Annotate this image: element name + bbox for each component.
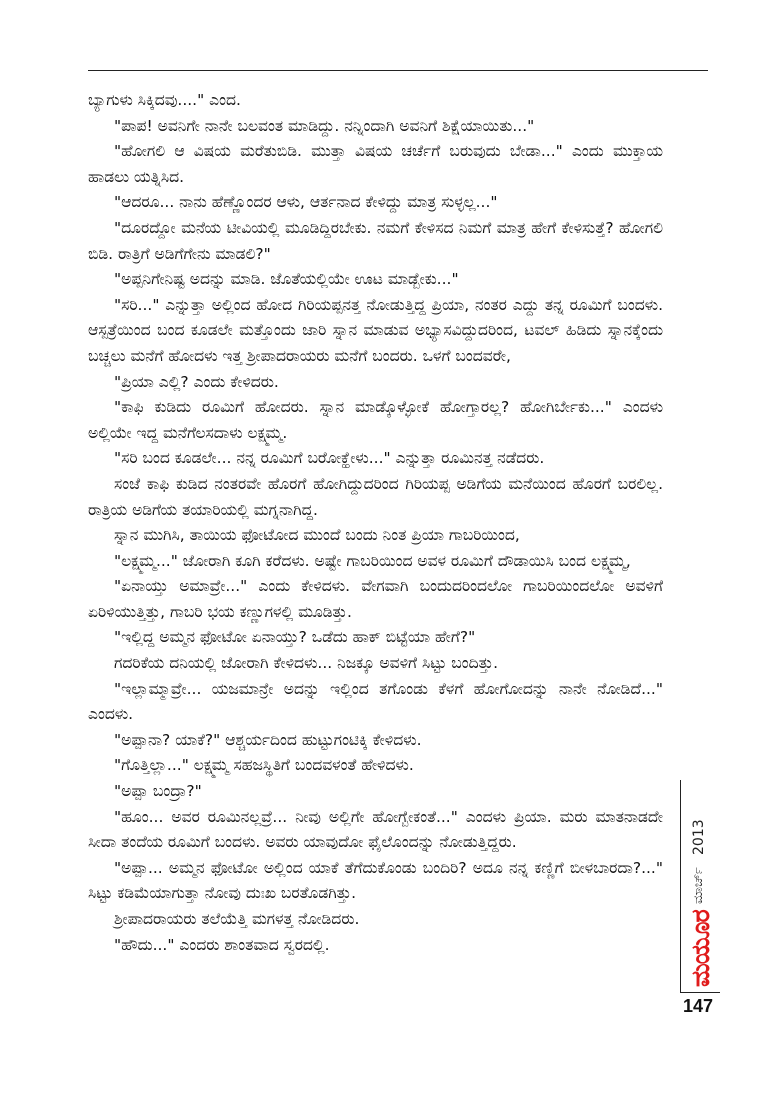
article-body [88,88,663,958]
paragraph: ಗದರಿಕೆಯ ದನಿಯಲ್ಲಿ ಜೋರಾಗಿ ಕೇಳಿದಳು... ನಿಜಕ್ಕೂ ಅವಳಿಗೆ ಸಿಟ್ಟು ಬಂದಿತ್ತು. [114,654,499,673]
paragraph: "ಅಪ್ಪಾ... ಅಮ್ಮನ ಫೋಟೋ ಅಲ್ಲಿಂದ ಯಾಕೆ ತೆಗೆದುಕೊಂಡು ಬಂದಿರಿ? ಅದೂ ನನ್ನ ಕಣ್ಣಿಗೆ ಬೀಳಬಾರದಾ?..." ಸಿಟ್ಟು ಕಡಿಮೆಯಾಗುತ್ತಾ ನೋವು ದುಃಖ ಬರತೊಡಗಿತ್ತು. [88,858,663,903]
paragraph: ಬ್ಯಾಗುಳು ಸಿಕ್ಕಿದವು...." ಎಂದ. [88,91,241,109]
paragraph: "ಸರಿ..." ಎನ್ನುತ್ತಾ ಅಲ್ಲಿಂದ ಹೋದ ಗಿರಿಯಪ್ಪನತ್ತ ನೋಡುತ್ತಿದ್ದ ಪ್ರಿಯಾ, ನಂತರ ಎದ್ದು ತನ್ನ ರೂಮಿಗೆ ಬಂದಳು. ಆಸ್ಪತ್ರೆಯಿಂದ ಬಂದ ಕೂಡಲೇ ಮತ್ತೊಂದು ಜಾರಿ ಸ್ನಾನ ಮಾಡುವ ಅಭ್ಯಾಸವಿದ್ದುದರಿಂದ, ಟವಲ್ ಹಿಡಿದು ಸ್ನಾನಕ್ಕೆಂದು ಬಚ್ಚಲು ಮನೆಗೆ ಹೋದಳು ಇತ್ತ ಶ್ರೀಪಾದರಾಯರು ಮನೆಗೆ ಬಂದರು. ಒಳಗೆ ಬಂದವರೇ, [88,295,663,365]
paragraph: ಸ್ನಾನ ಮುಗಿಸಿ, ತಾಯಿಯ ಫೋಟೋದ ಮುಂದೆ ಬಂದು ನಿಂತ ಪ್ರಿಯಾ ಗಾಬರಿಯಿಂದ, [114,526,520,545]
paragraph: "ಅಪ್ಪಾನಾ? ಯಾಕೆ?" ಆಶ್ಚರ್ಯದಿಂದ ಹುಟ್ಟುಗಂಟಿಕ್ಕಿ ಕೇಳಿದಳು. [114,730,422,749]
paragraph: ಶ್ರೀಪಾದರಾಯರು ತಲೆಯೆತ್ತಿ ಮಗಳತ್ತ ನೋಡಿದರು. [114,910,360,928]
paragraph: "ಪಾಪ! ಅವನಿಗೇ ನಾನೇ ಬಲವಂತ ಮಾಡಿದ್ದು. ನನ್ನಿಂದಾಗಿ ಅವನಿಗೆ ಶಿಕ್ಷೆಯಾಯಿತು..." [114,116,535,135]
paragraph: "ಗೊತ್ತಿಲ್ಲಾ..." ಲಕ್ಷ್ಮಮ್ಮ ಸಹಜಸ್ಥಿತಿಗೆ ಬಂದವಳಂತೆ ಹೇಳಿದಳು. [114,756,414,775]
paragraph: "ಅಪ್ಪಾ ಬಂದ್ರಾ?" [114,782,202,801]
top-rule [88,70,708,71]
paragraph: "ಆದರೂ... ನಾನು ಹೆಣ್ಣೊಂದರ ಆಳು, ಆರ್ತನಾದ ಕೇಳಿದ್ದು ಮಾತ್ರ ಸುಳ್ಳಲ್ಲ..." [114,193,498,212]
page-number: 147 [683,996,714,1016]
paragraph: "ಅಪ್ಪನಿಗೇನಿಷ್ಟ ಅದನ್ನು ಮಾಡಿ. ಜೊತೆಯಲ್ಲಿಯೇ ಊಟ ಮಾಡ್ಬೇಕು..." [114,270,459,289]
paragraph: "ಲಕ್ಷ್ಮಮ್ಮ..." ಜೋರಾಗಿ ಕೂಗಿ ಕರೆದಳು. ಅಷ್ಟೇ ಗಾಬರಿಯಿಂದ ಅವಳ ರೂಮಿಗೆ ದೌಡಾಯಿಸಿ ಬಂದ ಲಕ್ಷ್ಮಮ್ಮ, [114,551,631,570]
magazine-logo: ಮಯೂರ [686,910,715,988]
paragraph: "ಹೌದು..." ಎಂದರು ಶಾಂತವಾದ ಸ್ವರದಲ್ಲಿ. [114,935,330,954]
paragraph: "ಹೋಗಲಿ ಆ ವಿಷಯ ಮರೆತುಬಿಡಿ. ಮುತ್ತಾ ವಿಷಯ ಚರ್ಚೆಗೆ ಬರುವುದು ಬೇಡಾ..." ಎಂದು ಮುಕ್ತಾಯ ಹಾಡಲು ಯತ್ನಿಸಿದ. [88,142,663,186]
paragraph: "ಇಲ್ಲಾಮ್ಮಾವ್ರೇ... ಯಜಮಾನ್ರೇ ಅದನ್ನು ಇಲ್ಲಿಂದ ತಗೊಂಡು ಕೆಳಗೆ ಹೋಗೋದನ್ನು ನಾನೇ ನೋಡಿದೆ..." ಎಂದಳು. [88,679,663,724]
footer-rule [680,992,720,993]
side-rule [680,780,681,992]
paragraph: "ಕಾಫಿ ಕುಡಿದು ರೂಮಿಗೆ ಹೋದರು. ಸ್ನಾನ ಮಾಡ್ಕೊಳ್ಳೋಕೆ ಹೋಗ್ತಾರಲ್ಲ? ಹೋಗಿರ್ಬೇಕು..." ಎಂದಳು ಅಲ್ಲಿಯೇ ಇದ್ದ ಮನೆಗೆಲಸದಾಳು ಲಕ್ಷ್ಮಮ್ಮ. [88,398,663,442]
paragraph: "ಪ್ರಿಯಾ ಎಲ್ಲಿ? ಎಂದು ಕೇಳಿದರು. [114,372,279,391]
paragraph: "ಏನಾಯ್ತು ಅಮಾವ್ರೇ..." ಎಂದು ಕೇಳಿದಳು. ವೇಗವಾಗಿ ಬಂದುದರಿಂದಲೋ ಗಾಬರಿಯಿಂದಲೋ ಅವಳಿಗೆ ಏರಿಳಿಯುತ್ತಿತ್ತು, ಗಾಬರಿ ಭಯ ಕಣ್ಣುಗಳಲ್ಲಿ ಮೂಡಿತ್ತು. [88,577,663,621]
paragraph: "ಸರಿ ಬಂದ ಕೂಡಲೇ... ನನ್ನ ರೂಮಿಗೆ ಬರೋಕ್ಹೇಳು..." ಎನ್ನುತ್ತಾ ರೂಮಿನತ್ತ ನಡೆದರು. [114,449,545,468]
issue-year: 2013 [691,819,707,855]
paragraph: "ಇಲ್ಲಿದ್ದ ಅಮ್ಮನ ಫೋಟೋ ಏನಾಯ್ತು? ಒಡೆದು ಹಾಕ್ ಬಿಟ್ಟೆಯಾ ಹೇಗೆ?" [114,628,476,647]
paragraph: "ದೂರದ್ದೋ ಮನೆಯ ಟೀವಿಯಲ್ಲಿ ಮೂಡಿದ್ದಿರಬೇಕು. ನಮಗೆ ಕೇಳಿಸದ ನಿಮಗೆ ಮಾತ್ರ ಹೇಗೆ ಕೇಳಿಸುತ್ತೆ? ಹೋಗಲಿ ಬಿಡಿ. ರಾತ್ರಿಗೆ ಅಡಿಗೆಗೇನು ಮಾಡಲಿ?" [88,218,663,263]
paragraph: ಸಂಜೆ ಕಾಫಿ ಕುಡಿದ ನಂತರವೇ ಹೊರಗೆ ಹೋಗಿದ್ದುದರಿಂದ ಗಿರಿಯಪ್ಪ ಅಡಿಗೆಯ ಮನೆಯಿಂದ ಹೊರಗೆ ಬರಲಿಲ್ಲ. ರಾತ್ರಿಯ ಅಡಿಗೆಯ ತಯಾರಿಯಲ್ಲಿ ಮಗ್ನನಾಗಿದ್ದ. [88,474,663,519]
issue-month: ಮಾರ್ಚ್ [691,867,706,905]
paragraph: "ಹೂಂ... ಅವರ ರೂಮಿನಲ್ಲವ್ರೆ... ನೀವು ಅಲ್ಲಿಗೇ ಹೋಗ್ಬೇಕಂತೆ..." ಎಂದಳು ಪ್ರಿಯಾ. ಮರು ಮಾತನಾಡದೇ ಸೀದಾ ತಂದೆಯ ರೂಮಿಗೆ ಬಂದಳು. ಅವರು ಯಾವುದೋ ಫೈಲೊಂದನ್ನು ನೋಡುತ್ತಿದ್ದರು. [88,807,663,852]
